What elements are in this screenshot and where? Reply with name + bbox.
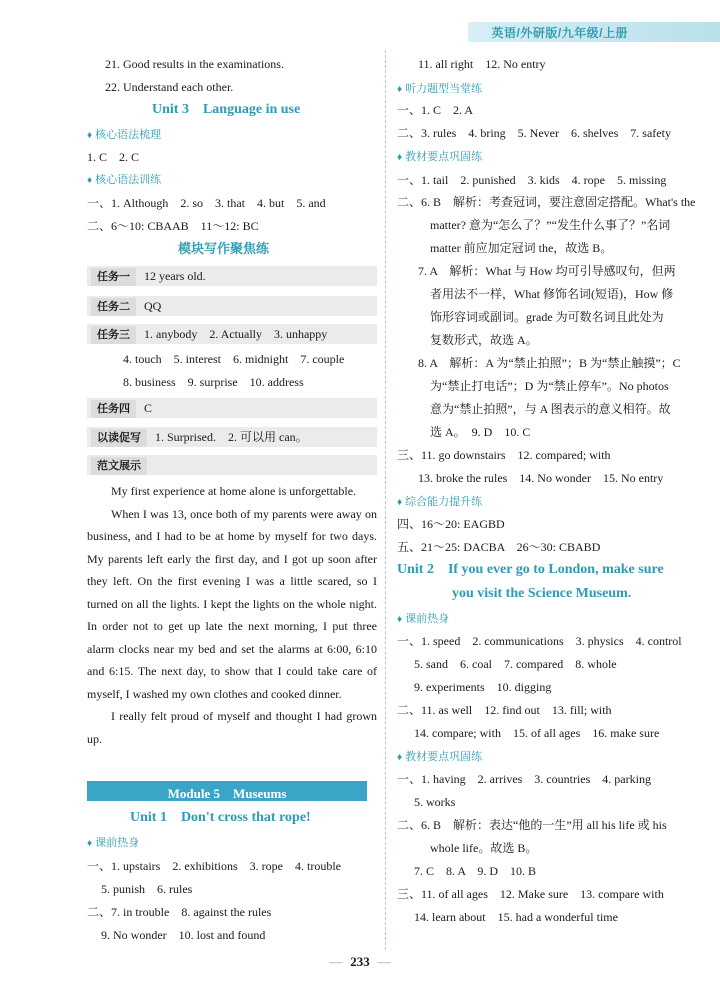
answer-line: 四、16～20: EAGBD <box>397 517 505 531</box>
answer-line: 13. broke the rules 14. No wonder 15. No entry <box>418 471 664 485</box>
task-row <box>91 400 152 418</box>
module-title: Module 5 Museums <box>167 786 287 801</box>
task-label: 任务一 <box>91 268 136 286</box>
answer-line: matter 前应加定冠词 the，故选 B。 <box>430 241 613 255</box>
answer-line: 5. works <box>414 795 456 809</box>
section-heading: ♦ 课前热身 <box>397 611 449 628</box>
answer-line: 14. compare; with 15. of all ages 16. make sure <box>414 726 660 740</box>
answer-line: 22. Understand each other. <box>105 80 234 94</box>
page-number <box>0 954 720 970</box>
essay-paragraph: When I was 13, once both of my parents were away on business, and I had to be at home by myself for two days. My parents left early the first day, and I got up soon after they left. On the first evening I was a little scared, so I turned on all the lights. I kept the lights on the whole night. In order not to get up late the next morning, I put three alarm clocks near my bed and set the alarms at 6:00, 6:10 and 6:15. The next day, to show that I could take care of myself, I washed my own clothes and cooked dinner. <box>87 506 377 701</box>
answer-line: 二、3. rules 4. bring 5. Never 6. shelves 7. safety <box>397 126 671 140</box>
section-title: 模块写作聚焦练 <box>178 241 270 256</box>
task-answer: 12 years old. <box>144 269 206 283</box>
task-row <box>91 326 327 344</box>
essay-paragraph: I really felt proud of myself and thought I had grown up. <box>87 709 377 746</box>
answer-line: 为“禁止打电话”；D 为“禁止停车”。No photos <box>430 379 669 393</box>
unit-title: Unit 3 Language in use <box>152 102 301 117</box>
answer-line: 二、11. as well 12. find out 13. fill; with <box>397 703 612 717</box>
answer-line: 二、6. B 解析：表达“他的一生”用 all his life 或 his <box>397 818 667 832</box>
task-answer: 1. Surprised. 2. 可以用 can。 <box>155 430 308 444</box>
essay-paragraph: My first experience at home alone is unforgettable. <box>111 484 357 498</box>
column-divider <box>385 50 386 950</box>
section-heading: ♦ 课前热身 <box>87 835 139 852</box>
answer-line: 五、21～25: DACBA 26～30: CBABD <box>397 540 601 554</box>
answer-line: 21. Good results in the examinations. <box>105 57 284 71</box>
answer-line: 7. C 8. A 9. D 10. B <box>414 864 537 878</box>
unit-title: Unit 1 Don't cross that rope! <box>130 810 311 825</box>
answer-line: 8. A 解析：A 为“禁止拍照”；B 为“禁止触摸”；C <box>418 356 681 370</box>
answer-line: 9. experiments 10. digging <box>414 680 552 694</box>
task-row <box>91 429 308 447</box>
answer-line: 14. learn about 15. had a wonderful time <box>414 910 618 924</box>
answer-line: 饰形容词或副词。grade 为可数名词且此处为 <box>430 310 664 324</box>
answer-line: 意为“禁止拍照”，与 A 图表示的意义相符。故 <box>430 402 671 416</box>
section-heading: ♦ 综合能力提升练 <box>397 494 482 511</box>
task-answer: 1. anybody 2. Actually 3. unhappy <box>144 327 328 341</box>
answer-line: 一、1. Although 2. so 3. that 4. but 5. and <box>87 196 326 210</box>
answer-line: 复数形式，故选 A。 <box>430 333 538 347</box>
sample-essay <box>87 480 377 750</box>
answer-line: 三、11. of all ages 12. Make sure 13. compare with <box>397 887 664 901</box>
answer-line: 一、1. C 2. A <box>397 103 474 117</box>
page-number-text: — 233 — <box>321 954 399 969</box>
answer-line: 二、6～10: CBAAB 11～12: BC <box>87 219 259 233</box>
answer-line: 二、6. B 解析：考查冠词，要注意固定搭配。What's the <box>397 195 696 209</box>
section-heading: ♦ 核心语法训练 <box>87 172 161 189</box>
section-heading: ♦ 听力题型当堂练 <box>397 81 482 98</box>
task-label: 任务三 <box>91 326 136 344</box>
task-row <box>91 298 161 316</box>
answer-line: 三、11. go downstairs 12. compared; with <box>397 448 611 462</box>
answer-line: 5. punish 6. rules <box>101 882 193 896</box>
task-row <box>91 457 155 475</box>
task-answer: C <box>144 401 153 415</box>
unit-title: Unit 2 If you ever go to London, make sure <box>397 562 664 577</box>
answer-line: 5. sand 6. coal 7. compared 8. whole <box>414 657 617 671</box>
answer-line: 4. touch 5. interest 6. midnight 7. couple <box>123 352 345 366</box>
task-label: 以读促写 <box>91 429 147 447</box>
answer-line: 一、1. speed 2. communications 3. physics 4. control <box>397 634 682 648</box>
header-title: 英语/外研版/九年级/上册 <box>491 26 628 40</box>
answer-line: 1. C 2. C <box>87 150 140 164</box>
answer-line: 11. all right 12. No entry <box>418 57 546 71</box>
answer-line: 一、1. having 2. arrives 3. countries 4. parking <box>397 772 651 786</box>
answer-line: 9. No wonder 10. lost and found <box>101 928 266 942</box>
answer-line: 8. business 9. surprise 10. address <box>123 375 304 389</box>
task-label: 任务四 <box>91 400 136 418</box>
section-heading: ♦ 教材要点巩固练 <box>397 749 482 766</box>
task-label: 范文展示 <box>91 457 147 475</box>
answer-line: 选 A。 9. D 10. C <box>430 425 531 439</box>
answer-line: 一、1. upstairs 2. exhibitions 3. rope 4. trouble <box>87 859 341 873</box>
unit-title: you visit the Science Museum. <box>452 586 632 601</box>
task-label: 任务二 <box>91 298 136 316</box>
answer-line: whole life。故选 B。 <box>430 841 538 855</box>
answer-line: 者用法不一样，What 修饰名词(短语)，How 修 <box>430 287 674 301</box>
section-heading: ♦ 核心语法梳理 <box>87 127 161 144</box>
answer-line: 一、1. tail 2. punished 3. kids 4. rope 5. missing <box>397 173 667 187</box>
answer-line: 7. A 解析：What 与 How 均可引导感叹句，但两 <box>418 264 676 278</box>
section-heading: ♦ 教材要点巩固练 <box>397 149 482 166</box>
module-band <box>87 781 367 801</box>
task-answer: QQ <box>144 299 162 313</box>
answer-line: 二、7. in trouble 8. against the rules <box>87 905 272 919</box>
answer-line: matter? 意为“怎么了？”“发生什么事了？”名词 <box>430 218 671 232</box>
task-row <box>91 268 206 286</box>
